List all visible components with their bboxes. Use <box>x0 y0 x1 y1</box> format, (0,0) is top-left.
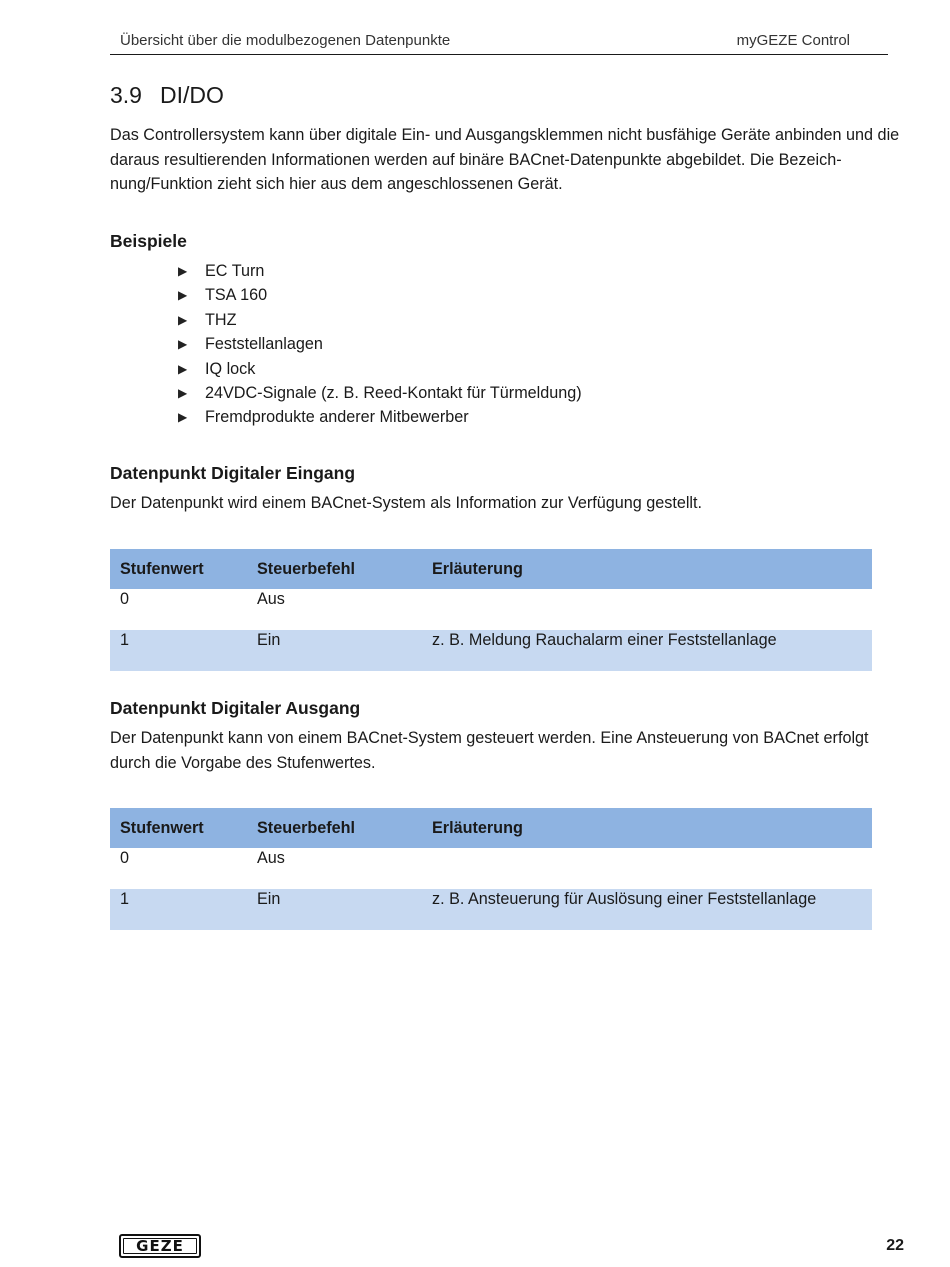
table-cell: 0 <box>120 849 130 867</box>
page-number: 22 <box>886 1237 904 1254</box>
digital-output-table <box>110 808 872 930</box>
table-cell: Ein <box>247 889 422 930</box>
page-header <box>110 30 888 55</box>
table-row <box>110 589 872 630</box>
header-product-name: myGEZE Control <box>736 32 850 49</box>
triangle-bullet-icon: ▶ <box>178 312 188 327</box>
column-header: Stufenwert <box>110 549 247 589</box>
intro-paragraph: Das Controllersystem kann über digitale Ein- und Ausgangsklemmen nicht busfähige Geräte anbinden und die daraus resultierenden Informationen werden auf binäre BACnet-Datenpunkte abgebildet. Die Bezeich-nung/Funktion zieht sich hier aus dem angeschlossenen Gerät. <box>110 126 900 193</box>
table-header-row <box>110 549 872 589</box>
examples-list <box>176 259 582 430</box>
logo-text: GEZE <box>123 1238 197 1254</box>
table-row <box>110 630 872 671</box>
table-cell: z. B. Ansteuerung für Auslösung einer Feststellanlage <box>422 889 872 930</box>
list-item: ▶ TSA 160 <box>176 283 582 307</box>
section-title <box>110 82 224 109</box>
triangle-bullet-icon: ▶ <box>178 385 188 400</box>
table-cell: 1 <box>110 889 247 930</box>
table-row <box>110 889 872 930</box>
list-item: ▶ THZ <box>176 308 582 332</box>
table-cell: Ein <box>247 630 422 671</box>
table-cell <box>422 848 872 889</box>
triangle-bullet-icon: ▶ <box>178 410 188 425</box>
digital-input-heading: Datenpunkt Digitaler Eingang <box>110 463 356 483</box>
column-header: Stufenwert <box>110 808 247 848</box>
table-cell: 1 <box>110 630 247 671</box>
list-item: ▶ Feststellanlagen <box>176 332 582 356</box>
list-item: ▶ EC Turn <box>176 259 582 283</box>
digital-output-heading: Datenpunkt Digitaler Ausgang <box>110 698 361 718</box>
column-header: Erläuterung <box>422 808 872 848</box>
geze-logo <box>119 1234 201 1258</box>
triangle-bullet-icon: ▶ <box>178 337 188 352</box>
list-item: ▶ IQ lock <box>176 357 582 381</box>
list-item: ▶ 24VDC-Signale (z. B. Reed-Kontakt für Türmeldung) <box>176 381 582 405</box>
digital-output-text: Der Datenpunkt kann von einem BACnet-System gesteuert werden. Eine Ansteuerung von BACnet erfolgt durch die Vorgabe des Stufenwertes. <box>110 729 869 772</box>
header-chapter-title: Übersicht über die modulbezogenen Datenpunkte <box>120 32 451 49</box>
section-number: 3.9 <box>110 82 142 108</box>
list-item: ▶ Fremdprodukte anderer Mitbewerber <box>176 405 582 429</box>
table-row <box>110 848 872 889</box>
table-cell: z. B. Meldung Rauchalarm einer Feststellanlage <box>422 630 872 671</box>
triangle-bullet-icon: ▶ <box>178 288 188 303</box>
column-header: Erläuterung <box>422 549 872 589</box>
section-title-text: DI/DO <box>160 82 224 108</box>
column-header: Steuerbefehl <box>247 808 422 848</box>
table-header-row <box>110 808 872 848</box>
examples-heading: Beispiele <box>110 231 187 251</box>
triangle-bullet-icon: ▶ <box>178 361 188 376</box>
table-cell <box>422 589 872 630</box>
table-cell: Aus <box>257 590 285 608</box>
digital-input-table <box>110 549 872 671</box>
table-cell: 0 <box>120 590 130 608</box>
table-cell: Aus <box>257 849 285 867</box>
triangle-bullet-icon: ▶ <box>178 264 188 278</box>
digital-input-text: Der Datenpunkt wird einem BACnet-System als Information zur Verfügung gestellt. <box>110 494 703 512</box>
column-header: Steuerbefehl <box>247 549 422 589</box>
